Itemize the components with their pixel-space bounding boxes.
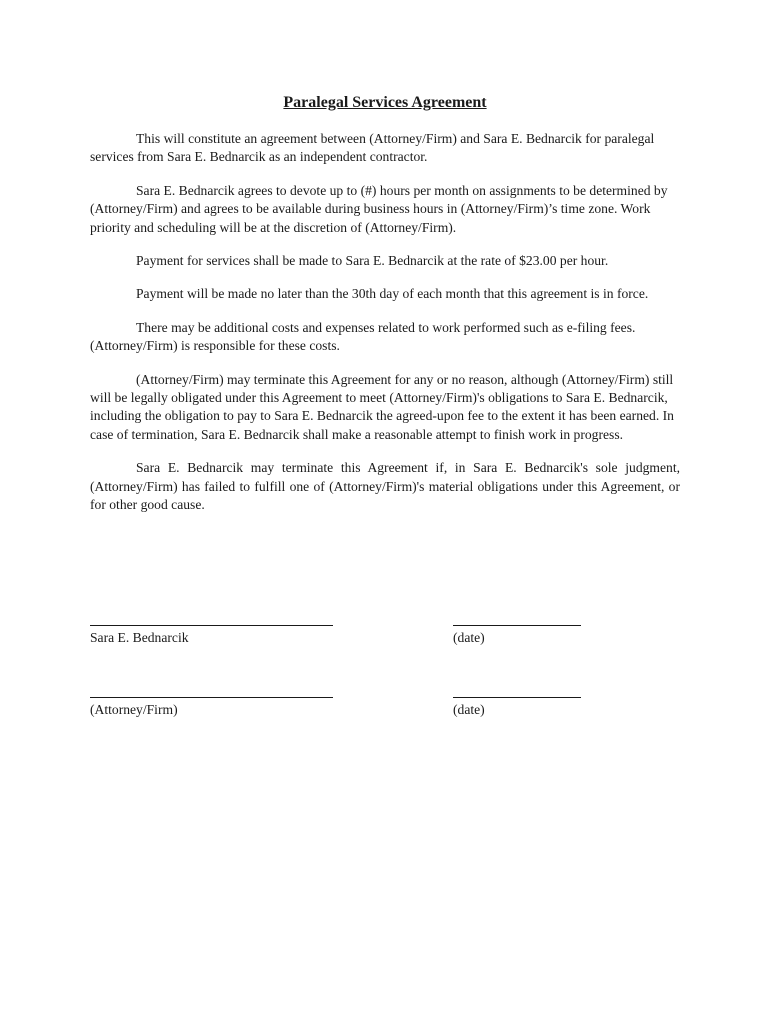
paragraph-firm-termination: (Attorney/Firm) may terminate this Agreement for any or no reason, although (Attorney/Firm) still will be legally obligated under this Agreement to meet (Attorney/Firm)'s obligations to Sara E. Bednarcik, including the obligation to pay to Sara E. Bednarcik the agreed-upon fee to the extent it has been earned. In case of termination, Sara E. Bednarcik shall make a reasonable attempt to finish work in progress.	[90, 371, 674, 442]
contractor-date-label: (date)	[453, 630, 485, 645]
contractor-signature-line[interactable]	[90, 625, 333, 626]
firm-name-label: (Attorney/Firm)	[90, 702, 178, 717]
firm-date-line[interactable]	[453, 697, 581, 698]
contractor-signature-block	[90, 625, 333, 647]
firm-date-block	[453, 697, 581, 719]
paragraph-rate: Payment for services shall be made to Sara E. Bednarcik at the rate of $23.00 per hour.	[136, 253, 609, 269]
paragraph-costs: There may be additional costs and expenses related to work performed such as e-filing fees. (Attorney/Firm) is responsible for these costs.	[90, 319, 636, 354]
paragraph-payment-timing: Payment will be made no later than the 30th day of each month that this agreement is in force.	[136, 286, 649, 302]
agreement-body	[90, 130, 680, 530]
paragraph-hours: Sara E. Bednarcik agrees to devote up to (#) hours per month on assignments to be determined by (Attorney/Firm) and agrees to be available during business hours in (Attorney/Firm)’s time zone. Work priority and scheduling will be at the discretion of (Attorney/Firm).	[90, 182, 668, 235]
paragraph-intro: This will constitute an agreement between (Attorney/Firm) and Sara E. Bednarcik for paralegal services from Sara E. Bednarcik as an independent contractor.	[90, 131, 655, 165]
firm-signature-line[interactable]	[90, 697, 333, 698]
firm-date-label: (date)	[453, 702, 485, 717]
firm-signature-block	[90, 697, 333, 719]
document-title: Paralegal Services Agreement	[283, 94, 487, 111]
contractor-name-label: Sara E. Bednarcik	[90, 630, 189, 645]
contractor-date-line[interactable]	[453, 625, 581, 626]
contractor-date-block	[453, 625, 581, 647]
paragraph-contractor-termination: Sara E. Bednarcik may terminate this Agreement if, in Sara E. Bednarcik's sole judgment, (Attorney/Firm) has failed to fulfill one of (Attorney/Firm)'s material obligations under this Agreement, or for other good cause.	[90, 460, 680, 513]
